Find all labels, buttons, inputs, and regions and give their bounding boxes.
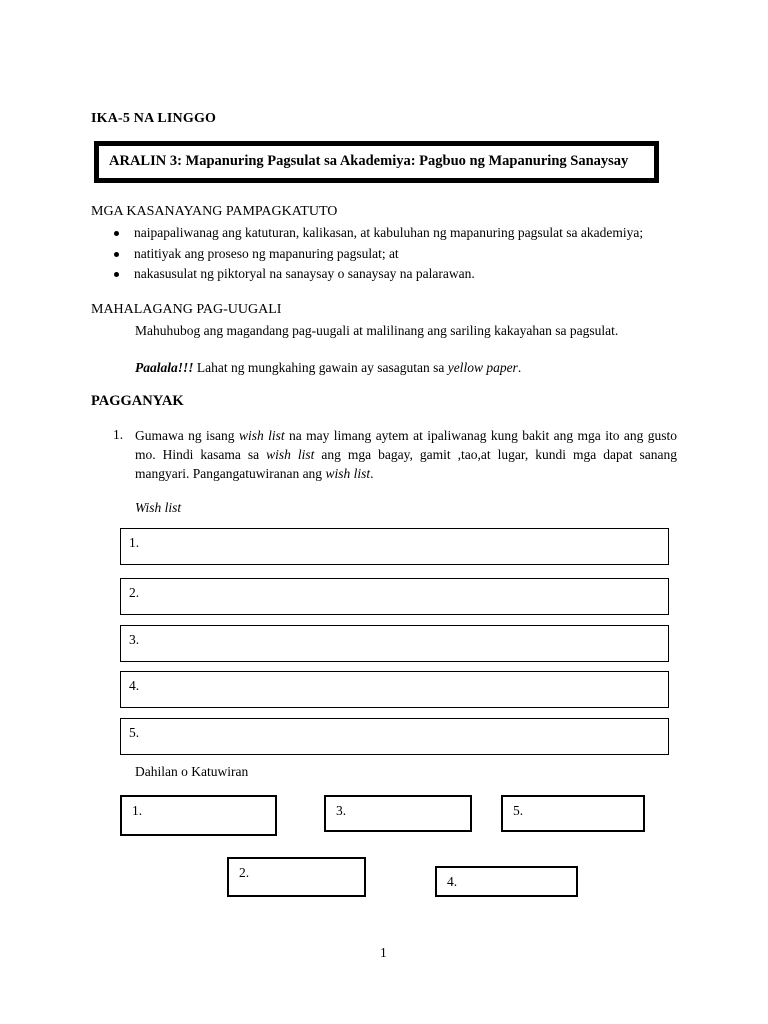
instruction-italic: wish list [325,466,371,481]
reason-box-2[interactable] [227,857,366,897]
reason-number: 3. [336,803,347,818]
instruction-italic: wish list [238,428,285,443]
wish-list-number: 5. [129,725,140,740]
values-heading: MAHALAGANG PAG-UUGALI [91,302,282,317]
reason-number: 5. [513,803,524,818]
instruction-text: na may limang aytem at ipaliwanag kung bakit ang mga ito ang gusto mo. Hindi kasama sa [135,428,677,462]
wish-list-box-4[interactable] [120,671,669,708]
wish-list-label: Wish list [135,500,182,515]
reason-box-5[interactable] [501,795,645,832]
wish-list-number: 4. [129,678,140,693]
instruction-italic: wish list [266,447,315,462]
reason-number: 1. [132,803,143,818]
reason-number: 4. [447,874,458,889]
objective-item: natitiyak ang proseso ng mapanuring pagsulat; at [114,244,643,265]
reason-number: 2. [239,865,250,880]
wish-list-number: 2. [129,585,140,600]
instruction-text: . [370,466,374,481]
instruction-paragraph [135,426,677,483]
reason-box-1[interactable] [120,795,277,836]
wish-list-box-2[interactable] [120,578,669,615]
objective-item: nakasusulat ng piktoryal na sanaysay o sanaysay na palarawan. [114,264,643,285]
objective-item: naipapaliwanag ang katuturan, kalikasan, at kabuluhan ng mapanuring pagsulat sa akademiya; [114,223,643,244]
wish-list-box-5[interactable] [120,718,669,755]
reasons-label: Dahilan o Katuwiran [135,764,249,779]
motivation-heading: PAGGANYAK [91,393,184,409]
reminder-label: Paalala!!! [135,360,194,375]
lesson-title-box [94,141,659,183]
reminder-note [135,360,521,376]
lesson-title: ARALIN 3: Mapanuring Pagsulat sa Akademiya: Pagbuo ng Mapanuring Sanaysay [109,153,629,169]
instruction-text: Gumawa ng isang [135,428,239,443]
values-text: Mahuhubog ang magandang pag-uugali at malilinang ang sariling kakayahan sa pagsulat. [135,323,619,338]
reason-box-4[interactable] [435,866,578,897]
wish-list-box-3[interactable] [120,625,669,662]
wish-list-number: 1. [129,535,140,550]
instruction-number: 1. [113,427,124,442]
reminder-end: . [517,360,522,375]
reminder-text: Lahat ng mungkahing gawain ay sasagutan sa [193,360,448,375]
page-number: 1 [380,945,387,960]
objectives-heading: MGA KASANAYANG PAMPAGKATUTO [91,204,338,219]
reason-box-3[interactable] [324,795,472,832]
wish-list-box-1[interactable] [120,528,669,565]
objectives-list [114,223,643,285]
instruction-text: ang mga bagay, gamit ,tao,at lugar, kundi mga dapat sanang mangyari. Pangangatuwiranan ang [135,447,677,481]
wish-list-number: 3. [129,632,140,647]
reminder-italic: yellow paper [447,360,518,375]
week-label: IKA-5 NA LINGGO [91,111,217,126]
